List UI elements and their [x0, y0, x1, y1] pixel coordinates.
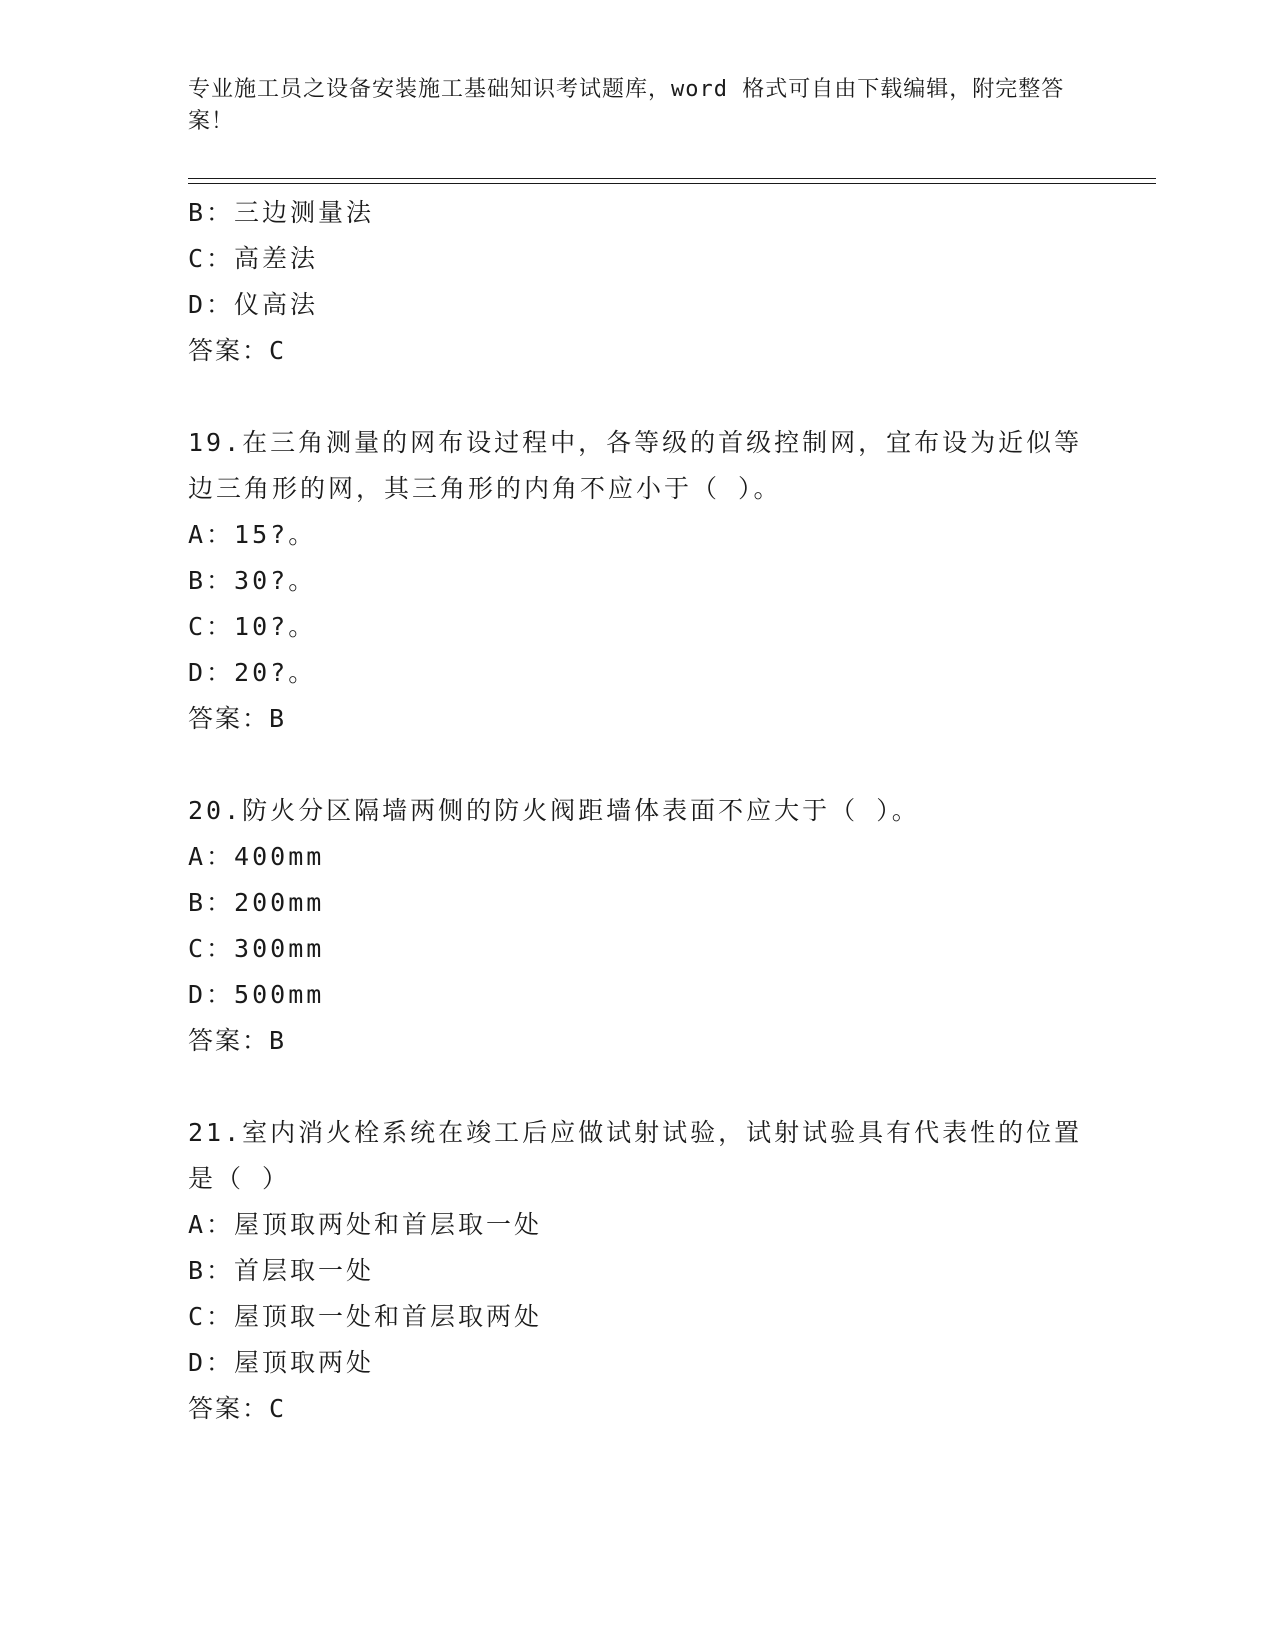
- question-block-19: [188, 420, 1088, 742]
- answer-line: 答案：B: [188, 704, 287, 733]
- option-c: C：屋顶取一处和首层取两处: [188, 1302, 543, 1331]
- spacer: [188, 374, 1088, 420]
- option-b: B：200mm: [188, 888, 325, 917]
- question-stem: 21.室内消火栓系统在竣工后应做试射试验，试射试验具有代表性的位置是（ ）: [188, 1118, 1083, 1193]
- option-b: B：首层取一处: [188, 1256, 375, 1285]
- question-block-21: [188, 1110, 1088, 1432]
- option-a: A：15?。: [188, 520, 317, 549]
- question-block-20: [188, 788, 1088, 1064]
- answer-line: 答案：C: [188, 1394, 287, 1423]
- option-d: D：屋顶取两处: [188, 1348, 375, 1377]
- header-divider-bottom: [188, 183, 1156, 184]
- spacer: [188, 742, 1088, 788]
- option-d: D：仪高法: [188, 290, 319, 319]
- option-a: A：400mm: [188, 842, 325, 871]
- option-b: B：三边测量法: [188, 198, 375, 227]
- question-stem: 20.防火分区隔墙两侧的防火阀距墙体表面不应大于（ ）。: [188, 796, 920, 825]
- question-stem: 19.在三角测量的网布设过程中，各等级的首级控制网，宜布设为近似等边三角形的网，其三角形的内角不应小于（ ）。: [188, 428, 1083, 503]
- option-d: D：500mm: [188, 980, 325, 1009]
- option-a: A：屋顶取两处和首层取一处: [188, 1210, 543, 1239]
- option-c: C：300mm: [188, 934, 325, 963]
- document-header: 专业施工员之设备安装施工基础知识考试题库，word 格式可自由下载编辑，附完整答案！: [188, 77, 1065, 134]
- answer-line: 答案：B: [188, 1026, 287, 1055]
- option-d: D：20?。: [188, 658, 317, 687]
- header-divider-top: [188, 178, 1156, 179]
- question-list: [188, 190, 1088, 1432]
- option-c: C：高差法: [188, 244, 319, 273]
- option-c: C：10?。: [188, 612, 317, 641]
- answer-line: 答案：C: [188, 336, 287, 365]
- question-block-18-tail: [188, 190, 1088, 374]
- spacer: [188, 1064, 1088, 1110]
- option-b: B：30?。: [188, 566, 317, 595]
